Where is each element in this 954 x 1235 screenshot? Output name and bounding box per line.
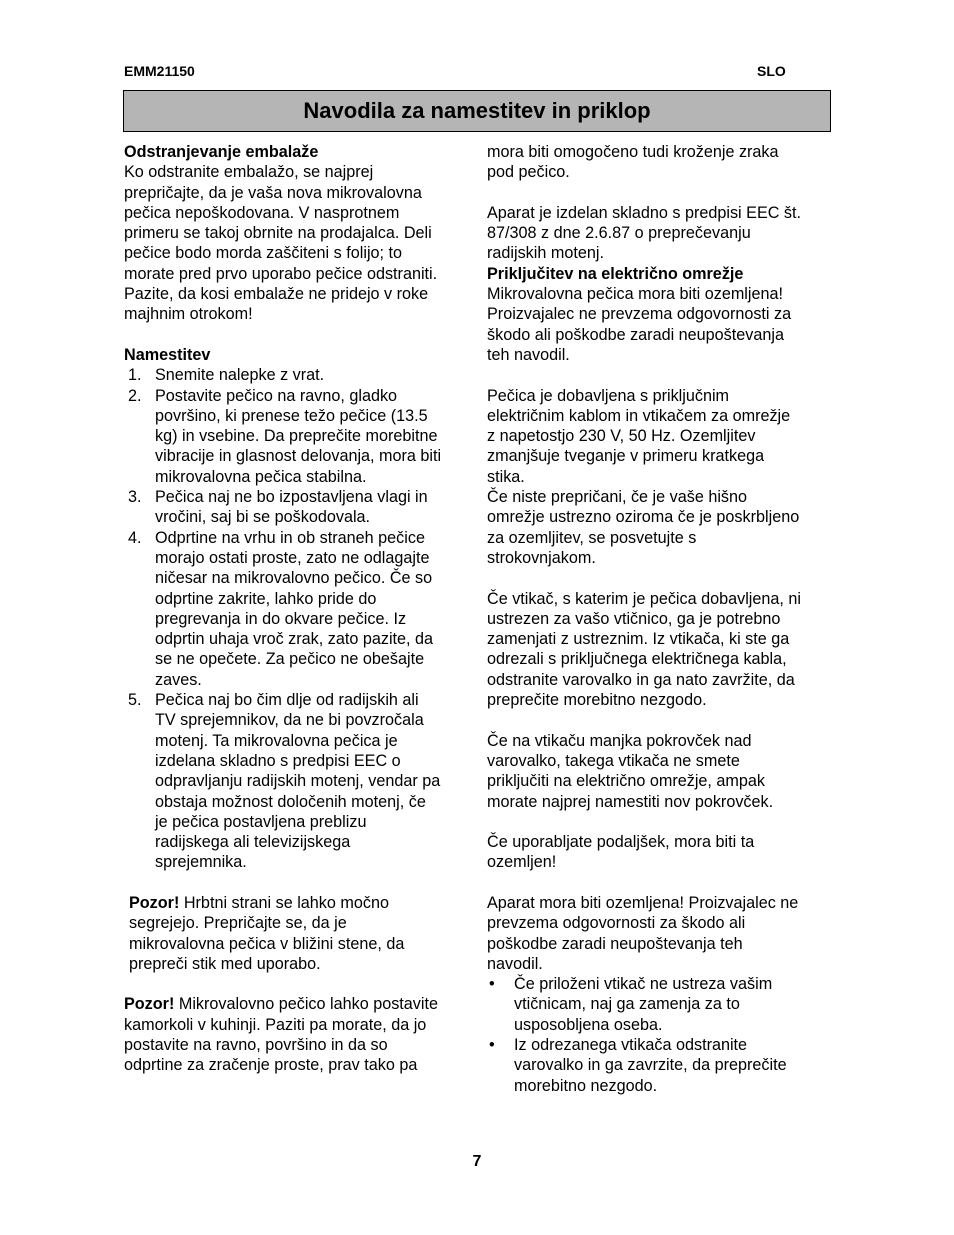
- cable-text-line: z napetostjo 230 V, 50 Hz. Ozemljitev: [487, 427, 756, 446]
- bullet-line: morebitno nezgodo.: [514, 1076, 658, 1095]
- list-number: 5.: [128, 691, 142, 710]
- unsure-text-line: strokovnjakom.: [487, 548, 596, 567]
- list-number: 4.: [128, 528, 142, 547]
- install-item-line: motenj. Ta mikrovalovna pečica je: [155, 731, 398, 750]
- warning-line: segrejejo. Prepričajte se, da je: [129, 914, 347, 933]
- install-item-line: Snemite nalepke z vrat.: [155, 366, 325, 385]
- list-number: 3.: [128, 488, 142, 507]
- eec-text-line: Aparat je izdelan skladno s predpisi EEC št.: [487, 203, 802, 222]
- paragraph-gap: [487, 873, 833, 893]
- warning-line: prepreči stik med uporabo.: [129, 954, 321, 973]
- install-item-line: pregrevanja in do okvare pečice. Iz: [155, 609, 407, 628]
- install-item-line: ničesar na mikrovalovno pečico. Če so: [155, 569, 433, 588]
- warning-heat: [124, 893, 470, 974]
- install-item-line: kg) in vsebine. Da preprečite morebitne: [155, 427, 438, 446]
- right-column: [487, 142, 833, 1096]
- warning-text: Mikrovalovno pečico lahko postavite: [174, 995, 438, 1014]
- fuse-cover-text-line: Če na vtikaču manjka pokrovček nad: [487, 731, 752, 750]
- model-number: EMM21150: [124, 63, 195, 79]
- bullet-line: Če priloženi vtikač ne ustreza vašim: [514, 975, 773, 994]
- paragraph-gap: [487, 183, 833, 203]
- airflow-text-line: pod pečico.: [487, 163, 570, 182]
- paragraph-gap: [487, 568, 833, 588]
- install-list: [124, 365, 470, 872]
- install-heading: Namestitev: [124, 345, 211, 364]
- warning-line: [129, 893, 470, 913]
- install-item-line: izdelana skladno s predpisi EEC o: [155, 751, 401, 770]
- install-item-line: TV sprejemnikov, da ne bi povzročala: [155, 711, 424, 730]
- airflow-text-line: mora biti omogočeno tudi kroženje zraka: [487, 143, 779, 161]
- unsure-text-line: Če niste prepričani, če je vaše hišno: [487, 488, 748, 507]
- install-list-item: [124, 365, 470, 385]
- warning-line: odprtine za zračenje proste, prav tako pa: [124, 1056, 418, 1075]
- warning-line: kamorkoli v kuhinji. Paziti pa morate, da jo: [124, 1015, 427, 1034]
- ground-warning-text-line: navodil.: [487, 954, 543, 973]
- plug-text-line: preprečite morebitno nezgodo.: [487, 691, 707, 710]
- unpacking-text-line: pečica nepoškodovana. V nasprotnem: [124, 203, 400, 222]
- install-item-line: odpravljanju radijskih motenj, vendar pa: [155, 772, 441, 791]
- plug-text-line: odstranite varovalko in ga nato zavržite, da: [487, 670, 795, 689]
- plug-text-line: odrezali s priključnega električnega kabla,: [487, 650, 787, 669]
- install-item-line: morajo ostati proste, zato ne odlagajte: [155, 548, 430, 567]
- install-item-line: Pečica naj ne bo izpostavljena vlagi in: [155, 488, 428, 507]
- unpacking-text-line: majhnim otrokom!: [124, 305, 253, 324]
- bullet-line: usposobljena oseba.: [514, 1015, 663, 1034]
- install-item-line: odprtin uhaja vroč zrak, zato pazite, da: [155, 630, 434, 649]
- unsure-text-line: omrežje ustrezno oziroma če je poskrbljeno: [487, 508, 800, 527]
- bullet-line: vtičnicam, naj ga zamenja za to: [514, 995, 740, 1014]
- install-item-line: vročini, saj bi se poškodovala.: [155, 508, 371, 527]
- bullet-item: [487, 1035, 833, 1096]
- plug-bullets: [487, 974, 833, 1096]
- page-number: 7: [472, 1153, 482, 1170]
- warning-placement: [124, 994, 470, 1075]
- bullet-line: varovalko in ga zavrzite, da preprečite: [514, 1056, 787, 1075]
- warning-line: postavite na ravno, površino in da so: [124, 1036, 388, 1055]
- install-item-line: površino, ki prenese težo pečice (13.5: [155, 406, 428, 425]
- install-item-line: odprtine zakrite, lahko pride do: [155, 589, 377, 608]
- paragraph-gap: [124, 974, 470, 994]
- title-bar: [123, 90, 831, 132]
- unpacking-text-line: primeru se takoj obrnite na prodajalca. Deli: [124, 224, 432, 243]
- grounding-text-line: teh navodil.: [487, 345, 570, 364]
- install-item-line: mikrovalovna pečica stabilna.: [155, 467, 367, 486]
- ground-warning-text-line: poškodbe zaradi neupoštevanja teh: [487, 934, 743, 953]
- warning-label: Pozor!: [124, 995, 175, 1014]
- cable-text-line: električnim kablom in vtikačem za omrežje: [487, 406, 791, 425]
- page-title: Navodila za namestitev in priklop: [303, 98, 651, 123]
- unpacking-text-line: morate pred prvo uporabo pečice odstraniti.: [124, 264, 438, 283]
- bullet-item: [487, 974, 833, 1035]
- cable-text-line: zmanjšuje tveganje v primeru kratkega: [487, 447, 765, 466]
- warning-text: Hrbtni strani se lahko močno: [179, 893, 389, 912]
- install-item-line: se ne opečete. Za pečico ne obešajte: [155, 650, 425, 669]
- plug-text-line: ustrezen za vašo vtičnico, ga je potrebno: [487, 609, 781, 628]
- unpacking-text-line: prepričajte, da je vaša nova mikrovalovna: [124, 183, 422, 202]
- install-list-item: [124, 386, 470, 487]
- cable-text-line: stika.: [487, 467, 525, 486]
- install-list-item: [124, 690, 470, 873]
- extension-text-line: Če uporabljate podaljšek, mora biti ta: [487, 833, 755, 852]
- list-number: 1.: [128, 366, 142, 385]
- grounding-text-line: škodo ali poškodbe zaradi neupoštevanja: [487, 325, 784, 344]
- install-item-line: obstaja možnost določenih motenj, če: [155, 792, 426, 811]
- install-item-line: Odprtine na vrhu in ob straneh pečice: [155, 528, 425, 547]
- unpacking-text-line: pečice bodo morda zaščiteni s folijo; to: [124, 244, 403, 263]
- paragraph-gap: [487, 365, 833, 385]
- electric-heading: Priključitev na električno omrežje: [487, 264, 744, 283]
- plug-text-line: Če vtikač, s katerim je pečica dobavljena, ni: [487, 589, 802, 608]
- fuse-cover-text-line: varovalko, takega vtikača ne smete: [487, 751, 740, 770]
- unpacking-heading: Odstranjevanje embalaže: [124, 143, 319, 161]
- list-number: 2.: [128, 386, 142, 405]
- install-item-line: vibracije in glasnost delovanja, mora biti: [155, 447, 442, 466]
- fuse-cover-text-line: morate najprej namestiti nov pokrovček.: [487, 792, 774, 811]
- install-list-item: [124, 528, 470, 690]
- eec-text-line: radijskih motenj.: [487, 244, 604, 263]
- install-item-line: je pečica postavljena preblizu: [155, 812, 367, 831]
- bullet-icon: •: [489, 1036, 495, 1055]
- paragraph-gap: [124, 325, 470, 345]
- extension-text-line: ozemljen!: [487, 853, 557, 872]
- fuse-cover-text-line: priključiti na električno omrežje, ampak: [487, 772, 765, 791]
- install-item-line: Pečica naj bo čim dlje od radijskih ali: [155, 691, 419, 710]
- paragraph-gap: [487, 812, 833, 832]
- install-item-line: zaves.: [155, 670, 202, 689]
- install-item-line: sprejemnika.: [155, 853, 247, 872]
- ground-warning-text-line: Aparat mora biti ozemljena! Proizvajalec ne: [487, 893, 799, 912]
- unpacking-text-line: Ko odstranite embalažo, se najprej: [124, 163, 374, 182]
- eec-text-line: 87/308 z dne 2.6.87 o preprečevanju: [487, 224, 751, 243]
- bullet-icon: •: [489, 975, 495, 994]
- grounding-text-line: Mikrovalovna pečica mora biti ozemljena!: [487, 285, 783, 304]
- grounding-text-line: Proizvajalec ne prevzema odgovornosti za: [487, 305, 792, 324]
- warning-label: Pozor!: [129, 893, 180, 912]
- cable-text-line: Pečica je dobavljena s priključnim: [487, 386, 730, 405]
- bullet-line: Iz odrezanega vtikača odstranite: [514, 1036, 748, 1055]
- warning-line: [124, 994, 470, 1014]
- paragraph-gap: [487, 710, 833, 730]
- unpacking-text-line: Pazite, da kosi embalaže ne pridejo v roke: [124, 285, 429, 304]
- paragraph-gap: [124, 873, 470, 893]
- install-item-line: Postavite pečico na ravno, gladko: [155, 386, 398, 405]
- plug-text-line: zamenjati z ustreznim. Iz vtikača, ki ste ga: [487, 630, 790, 649]
- ground-warning-text-line: prevzema odgovornosti za škodo ali: [487, 914, 746, 933]
- left-column: [124, 142, 470, 1076]
- unsure-text-line: za ozemljitev, se posvetujte s: [487, 528, 697, 547]
- warning-line: mikrovalovna pečica v bližini stene, da: [129, 934, 405, 953]
- install-list-item: [124, 487, 470, 528]
- install-item-line: radijskega ali televizijskega: [155, 833, 351, 852]
- language-code: SLO: [757, 63, 786, 79]
